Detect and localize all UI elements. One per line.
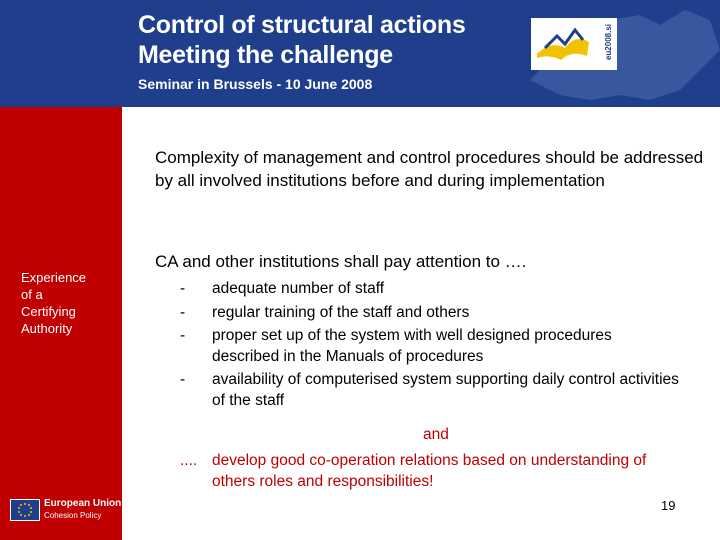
list-item: [180, 279, 680, 300]
intro-paragraph: Complexity of management and control procedures should be addressed by all involved institutions before and during implementation: [155, 148, 704, 190]
eu-logo-name: European Union: [44, 498, 122, 509]
list-item-text: regular training of the staff and others: [212, 303, 470, 321]
eu-flag-icon: [10, 499, 40, 521]
develop-statement: [180, 451, 680, 492]
develop-text: develop good co-operation relations based on understanding of others roles and responsibilities!: [212, 452, 647, 490]
page-title: [138, 10, 465, 70]
presidency-logo: [531, 18, 617, 70]
eu-stars-icon: [11, 500, 39, 520]
sidebar-label-line: Authority: [21, 321, 73, 336]
bullet-dash: -: [180, 303, 186, 321]
list-item: [180, 303, 680, 324]
seminar-subtitle: Seminar in Brussels - 10 June 2008: [138, 76, 373, 92]
develop-dots: ....: [180, 452, 198, 469]
presidency-logo-text: eu2008.si: [604, 24, 613, 61]
attention-list: [180, 279, 680, 414]
list-item-text: proper set up of the system with well designed procedures described in the Manuals of procedures: [212, 327, 612, 365]
bullet-dash: -: [180, 280, 186, 297]
list-item-text: adequate number of staff: [212, 280, 385, 297]
sidebar: [0, 107, 122, 540]
header-banner: [0, 0, 720, 107]
eu-logo-subtitle: Cohesion Policy: [44, 511, 102, 520]
sidebar-label-line: of a: [21, 287, 43, 302]
bullet-dash: -: [180, 371, 186, 388]
sidebar-label: [21, 269, 116, 337]
title-line-2: Meeting the challenge: [138, 41, 393, 69]
presidency-logo-graphic: [531, 18, 601, 70]
page-number: 19: [661, 498, 676, 513]
eu-logo: [10, 497, 122, 523]
list-item: [180, 326, 680, 367]
title-line-1: Control of structural actions: [138, 11, 466, 39]
and-connector: and: [423, 426, 449, 443]
sidebar-label-line: Certifying: [21, 304, 76, 319]
list-item-text: availability of computerised system supporting daily control activities of the staff: [212, 371, 679, 409]
ca-heading: CA and other institutions shall pay attention to ….: [155, 252, 527, 271]
list-item: [180, 370, 680, 411]
sidebar-label-line: Experience: [21, 270, 87, 285]
bullet-dash: -: [180, 327, 186, 344]
